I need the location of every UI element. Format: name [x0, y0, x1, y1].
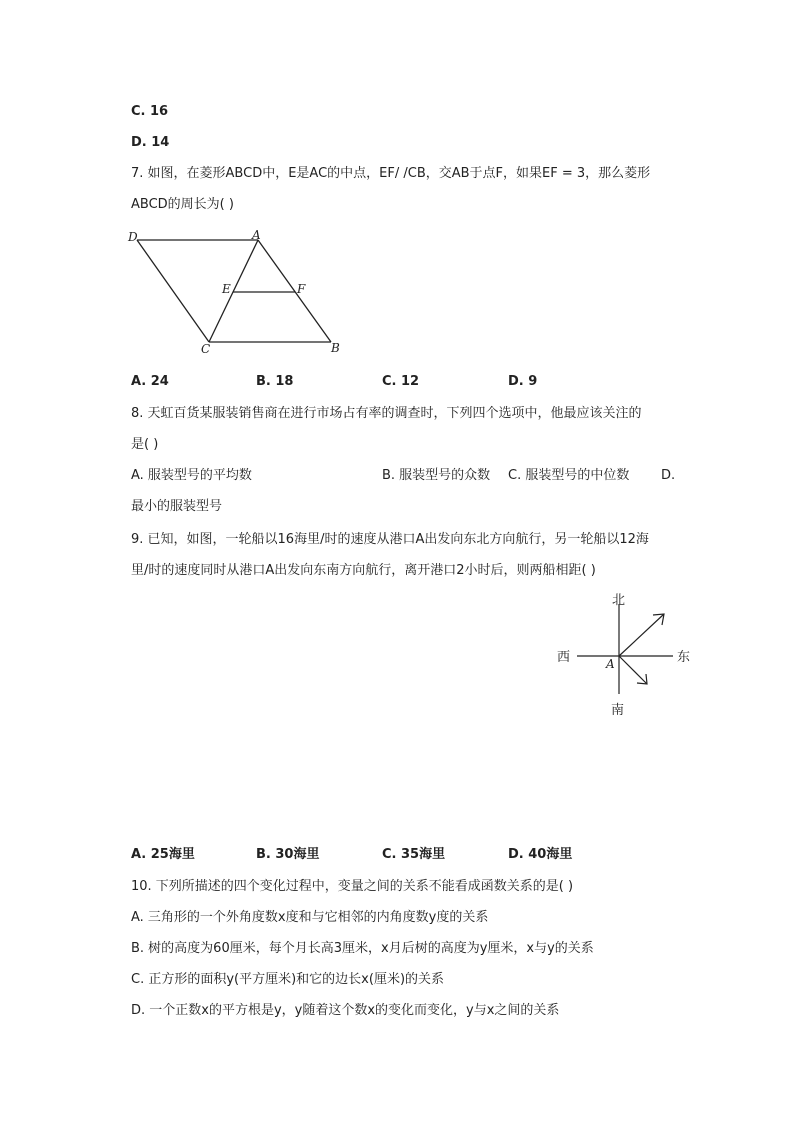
label-f: F: [297, 282, 306, 296]
q6-option-d: D. 14: [131, 135, 170, 150]
side-dc: [137, 240, 209, 342]
q7-option-b: B. 18: [256, 374, 294, 389]
label-a: A: [252, 228, 261, 242]
q9-option-b: B. 30海里: [256, 847, 320, 862]
diagonal-ac: [209, 240, 258, 342]
q10-option-c: C. 正方形的面积y(平方厘米)和它的边长x(厘米)的关系: [131, 972, 445, 987]
q10-option-a: A. 三角形的一个外角度数x度和与它相邻的内角度数y度的关系: [131, 910, 489, 925]
q9-stem-line2: 里/时的速度同时从港口A出发向东南方向航行，离开港口2小时后，则两船相距( ): [131, 563, 596, 578]
q8-option-a: A. 服装型号的平均数: [131, 468, 252, 483]
label-d: D: [128, 230, 138, 244]
q8-option-c: C. 服装型号的中位数: [508, 468, 630, 483]
compass-figure: [552, 588, 702, 720]
southeast-arrow: [619, 656, 647, 684]
q7-option-a: A. 24: [131, 374, 169, 389]
q7-option-d: D. 9: [508, 374, 538, 389]
label-point-a: A: [606, 657, 615, 671]
q7-option-c: C. 12: [382, 374, 420, 389]
q10-option-b: B. 树的高度为60厘米，每个月长高3厘米，x月后树的高度为y厘米，x与y的关系: [131, 941, 594, 956]
q6-option-c: C. 16: [131, 104, 169, 119]
q10-stem: 10. 下列所描述的四个变化过程中，变量之间的关系不能看成函数关系的是( ): [131, 879, 574, 894]
q8-stem-line2: 是( ): [131, 437, 159, 452]
label-east: 东: [677, 650, 691, 665]
side-ab: [258, 240, 331, 342]
q7-stem-line1: 7. 如图，在菱形ABCD中，E是AC的中点，EF/ /CB，交AB于点F，如果EF = 3，那么菱形: [131, 166, 651, 181]
q9-option-a: A. 25海里: [131, 847, 195, 862]
q8-option-b: B. 服装型号的众数: [382, 468, 491, 483]
q8-option-d-text: 最小的服装型号: [131, 499, 223, 514]
label-north: 北: [612, 593, 626, 608]
q9-stem-line1: 9. 已知，如图，一轮船以16海里/时的速度从港口A出发向东北方向航行，另一轮船以12海: [131, 532, 649, 547]
label-south: 南: [611, 703, 625, 718]
q8-option-d: D.: [661, 468, 676, 483]
label-e: E: [222, 282, 231, 296]
q10-option-d: D. 一个正数x的平方根是y，y随着这个数x的变化而变化，y与x之间的关系: [131, 1003, 560, 1018]
rhombus-figure: [125, 228, 355, 360]
label-b: B: [331, 341, 340, 355]
q9-option-c: C. 35海里: [382, 847, 446, 862]
q7-stem-line2: ABCD的周长为( ): [131, 197, 234, 212]
label-west: 西: [557, 650, 571, 665]
label-c: C: [201, 342, 211, 356]
northeast-arrow: [619, 614, 664, 656]
q8-stem-line1: 8. 天虹百货某服装销售商在进行市场占有率的调查时，下列四个选项中，他最应该关注的: [131, 406, 642, 421]
q9-option-d: D. 40海里: [508, 847, 573, 862]
